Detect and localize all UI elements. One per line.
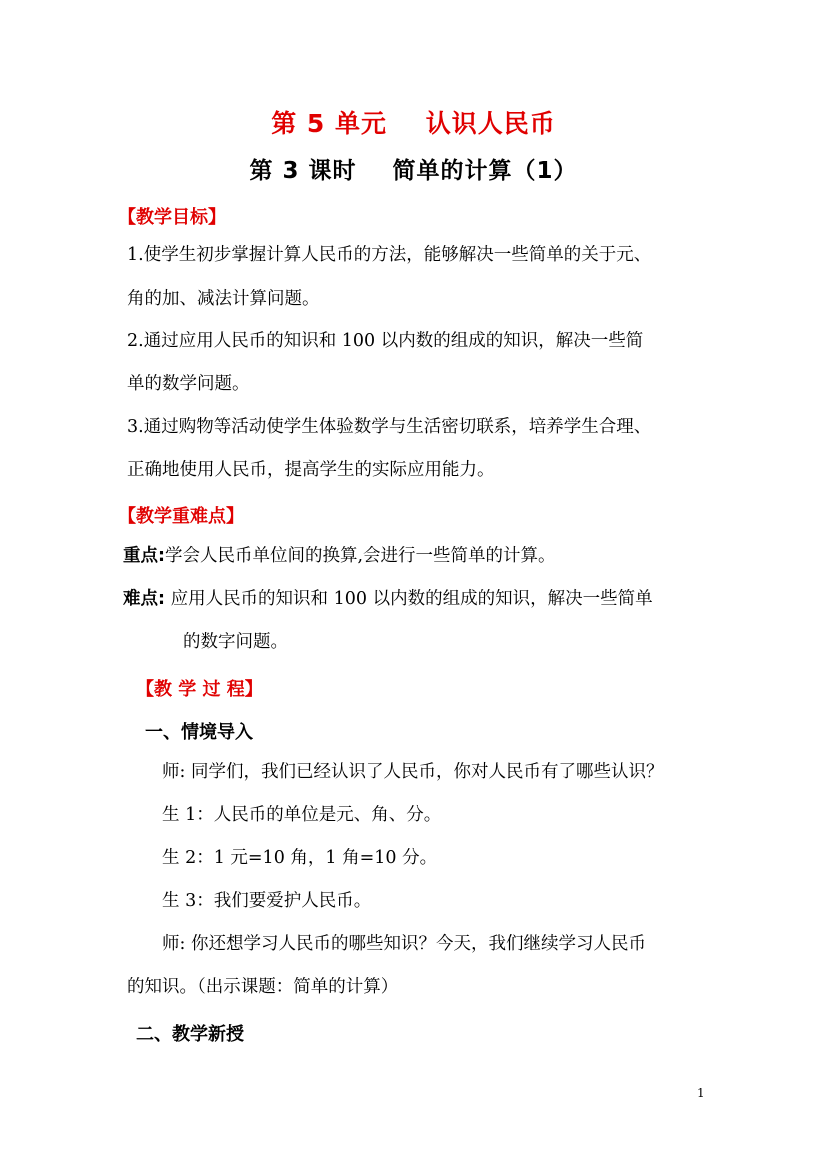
objective-line-4: 单的数学问题。 [127, 374, 250, 394]
dialogue-line-6: 的知识。（出示课题：简单的计算） [127, 977, 399, 997]
dialogue-line-5: 师: 你还想学习人民币的哪些知识？今天，我们继续学习人民币 [162, 934, 646, 954]
key-points-heading: 【教学重难点】 [118, 506, 244, 527]
dialogue-line-1: 师: 同学们，我们已经认识了人民币，你对人民币有了哪些认识？ [162, 762, 664, 782]
process-heading: 【教 学 过 程】 [136, 679, 263, 700]
page-number: 1 [697, 1086, 705, 1100]
objective-line-6: 正确地使用人民币，提高学生的实际应用能力。 [127, 460, 495, 480]
dialogue-line-4: 生 3：我们要爱护人民币。 [162, 891, 372, 911]
difficulty-text: 应用人民币的知识和 100 以内数的组成的知识，解决一些简单 [165, 589, 653, 609]
unit-title: 第 5 单元 认识人民币 [271, 109, 556, 138]
difficulty-line [123, 588, 653, 610]
lesson-subtitle: 第 3 课时 简单的计算（1） [249, 158, 578, 184]
objectives-heading: 【教学目标】 [118, 207, 226, 228]
difficulty-label: 难点: [123, 589, 165, 609]
objective-line-1: 1.使学生初步掌握计算人民币的方法，能够解决一些简单的关于元、 [127, 245, 652, 265]
objective-line-2: 角的加、减法计算问题。 [127, 289, 320, 309]
dialogue-line-2: 生 1：人民币的单位是元、角、分。 [162, 805, 442, 825]
section-2-heading: 二、教学新授 [136, 1024, 244, 1045]
objective-line-5: 3.通过购物等活动使学生体验数学与生活密切联系，培养学生合理、 [127, 417, 652, 437]
dialogue-line-3: 生 2：1 元=10 角，1 角=10 分。 [162, 848, 438, 868]
section-1-heading: 一、情境导入 [145, 722, 253, 743]
focus-line [123, 545, 556, 567]
focus-text: 学会人民币单位间的换算,会进行一些简单的计算。 [165, 546, 556, 566]
objective-line-3: 2.通过应用人民币的知识和 100 以内数的组成的知识，解决一些简 [127, 331, 644, 351]
difficulty-line-2: 的数字问题。 [183, 632, 288, 652]
focus-label: 重点: [123, 546, 165, 566]
